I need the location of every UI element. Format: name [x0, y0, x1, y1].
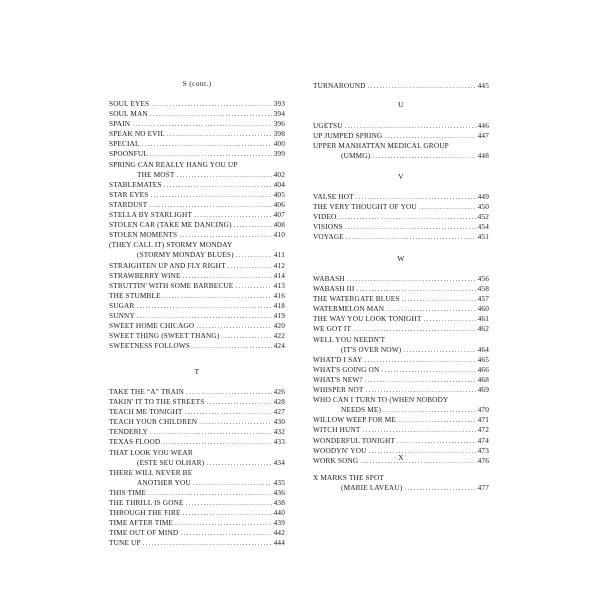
section-s-entries	[109, 99, 285, 351]
entry-page-number: 438	[273, 498, 285, 508]
dot-leader	[192, 341, 272, 351]
entry-page-number: 407	[273, 210, 285, 220]
dot-leader	[368, 81, 476, 91]
dot-leader	[142, 139, 272, 149]
entry-title: WILLOW WEEP FOR ME	[313, 415, 397, 425]
entry-page-number: 466	[477, 364, 489, 374]
entry-page-number: 469	[477, 385, 489, 395]
dot-leader	[194, 210, 272, 220]
dot-leader	[366, 385, 476, 395]
index-entry	[313, 324, 489, 334]
index-entry	[109, 478, 285, 488]
entry-title: UGETSU	[313, 121, 343, 130]
dot-leader	[162, 437, 271, 447]
entry-title: TEACH ME TONIGHT	[109, 407, 183, 417]
index-entry	[109, 508, 285, 518]
entry-page-number: 411	[273, 250, 285, 260]
entry-title: SOUL MAN	[109, 109, 148, 119]
entry-title: STOLEN CAR (TAKE ME DANCING)	[109, 220, 232, 230]
index-entry	[109, 129, 285, 139]
index-entry	[109, 301, 285, 311]
index-entry	[313, 192, 489, 202]
entry-page-number: 393	[273, 99, 285, 108]
entry-title: VALSE HOT	[313, 192, 354, 201]
dot-leader	[402, 294, 476, 304]
entry-page-number: 427	[273, 407, 285, 417]
entry-title: NEEDS ME)	[341, 405, 382, 415]
entry-page-number: 454	[477, 222, 489, 232]
entry-page-number: 396	[273, 119, 285, 129]
section-t-entries	[109, 387, 285, 549]
entry-title: THIS TIME	[109, 487, 147, 497]
dot-leader	[143, 538, 272, 548]
dot-leader	[404, 483, 475, 493]
entry-title: TEACH YOUR CHILDREN	[109, 417, 198, 427]
entry-page-number: 394	[273, 109, 285, 119]
index-entry	[313, 483, 489, 493]
entry-title: (ESTE SEU OLHAR)	[137, 457, 205, 467]
dot-leader	[206, 458, 271, 468]
index-entry	[313, 355, 489, 365]
entry-page-number: 451	[477, 232, 489, 242]
dot-leader	[386, 304, 475, 314]
entry-title: WHAT'S GOING ON	[313, 364, 380, 374]
index-entry	[313, 345, 489, 355]
index-entry	[109, 190, 285, 200]
entry-title: UP JUMPED SPRING	[313, 131, 383, 141]
section-heading-w: W	[397, 254, 405, 263]
index-entry	[109, 488, 285, 498]
entry-title: SOUL EYES	[109, 99, 150, 108]
entry-title: THE WAY YOU LOOK TONIGHT	[313, 314, 422, 324]
entry-title: (IT'S OVER NOW)	[341, 344, 402, 354]
entry-page-number: 420	[273, 321, 285, 331]
index-entry	[109, 397, 285, 407]
entry-page-number: 444	[273, 538, 285, 548]
entry-title: STOLEN MOMENTS	[109, 230, 178, 240]
entry-page-number: 449	[477, 192, 489, 201]
entry-title: THE MOST	[137, 169, 175, 179]
index-entry	[109, 170, 285, 180]
index-entry	[313, 405, 489, 415]
section-heading-u: U	[398, 100, 404, 109]
index-entry	[109, 538, 285, 548]
dot-leader	[228, 261, 272, 271]
section-heading-s-cont: S (cont.)	[182, 79, 212, 88]
entry-page-number: 440	[273, 508, 285, 518]
index-entry	[313, 81, 489, 91]
dot-leader	[136, 301, 271, 311]
dot-leader	[365, 375, 476, 385]
dot-leader	[398, 415, 476, 425]
index-entry	[109, 387, 285, 397]
entry-title: (THEY CALL IT) STORMY MONDAY	[109, 240, 233, 250]
entry-title: SWEETNESS FOLLOWS	[109, 341, 190, 351]
index-entry	[109, 230, 285, 240]
index-entry	[109, 437, 285, 447]
index-entry	[313, 415, 489, 425]
dot-leader	[186, 498, 272, 508]
dot-leader	[347, 274, 476, 284]
dot-leader	[137, 311, 272, 321]
entry-title: SWEET THING (SWEET THANG)	[109, 331, 220, 341]
entry-title: WITCH HUNT	[313, 425, 361, 435]
index-entry	[109, 210, 285, 220]
index-entry	[109, 341, 285, 351]
section-v-entries	[313, 192, 489, 242]
dot-leader	[346, 232, 476, 242]
dot-leader	[383, 405, 476, 415]
entry-page-number: 474	[477, 435, 489, 445]
entry-page-number: 416	[273, 290, 285, 300]
dot-leader	[397, 436, 476, 446]
entry-title: (UMMG)	[341, 151, 371, 161]
entry-page-number: 460	[477, 304, 489, 314]
entry-page-number: 457	[477, 294, 489, 304]
entry-title: VISIONS	[313, 222, 343, 232]
dot-leader	[164, 180, 272, 190]
entry-page-number: 461	[477, 314, 489, 324]
index-entry	[313, 473, 489, 483]
index-entry	[109, 468, 285, 478]
entry-title: WOODYN' YOU	[313, 445, 367, 455]
entry-page-number: 399	[273, 149, 285, 159]
entry-title: WABASH III	[313, 284, 355, 294]
index-entry	[313, 436, 489, 446]
entry-page-number: 465	[477, 354, 489, 364]
dot-leader	[163, 291, 272, 301]
entry-page-number: 418	[273, 300, 285, 310]
entry-title: STRAWBERRY WINE	[109, 270, 181, 280]
entry-page-number: 408	[273, 220, 285, 230]
entry-title: WONDERFUL TONIGHT	[313, 435, 396, 445]
entry-title: THE WATERGATE BLUES	[313, 294, 400, 304]
dot-leader	[193, 478, 272, 488]
entry-page-number: 410	[273, 230, 285, 240]
index-entry	[313, 202, 489, 212]
entry-title: VIDEO	[313, 212, 337, 222]
section-heading-t: T	[194, 367, 200, 376]
index-entry	[313, 425, 489, 435]
dot-leader	[179, 230, 271, 240]
dot-leader	[150, 427, 272, 437]
entry-title: X MARKS THE SPOT	[313, 473, 384, 482]
entry-title: STRAIGHTEN UP AND FLY RIGHT	[109, 260, 226, 270]
dot-leader	[199, 417, 271, 427]
dot-leader	[356, 284, 475, 294]
index-entry	[109, 139, 285, 149]
dot-leader	[176, 170, 271, 180]
entry-page-number: 406	[273, 199, 285, 209]
dot-leader	[345, 121, 476, 131]
dot-leader	[221, 331, 271, 341]
entry-title: VOYAGE	[313, 232, 344, 242]
entry-title: WHAT'D I SAY	[313, 354, 363, 364]
entry-page-number: 471	[477, 415, 489, 425]
dot-leader	[356, 192, 476, 202]
entry-page-number: 477	[477, 483, 489, 493]
entry-title: WABASH	[313, 274, 345, 283]
dot-leader	[372, 151, 475, 161]
entry-title: STARDUST	[109, 199, 148, 209]
dot-leader	[424, 314, 476, 324]
section-u-entries	[313, 121, 489, 161]
entry-page-number: 464	[477, 344, 489, 354]
index-entry	[109, 240, 285, 250]
index-entry	[109, 99, 285, 109]
entry-title: TURNAROUND	[313, 81, 366, 90]
entry-title: THERE WILL NEVER BE	[109, 467, 193, 477]
entry-page-number: 404	[273, 179, 285, 189]
index-entry	[109, 518, 285, 528]
index-entry	[313, 232, 489, 242]
dot-leader	[196, 321, 271, 331]
entry-title: WE GOT IT	[313, 324, 352, 334]
entry-title: THE VERY THOUGHT OF YOU	[313, 202, 417, 212]
dot-leader	[167, 129, 272, 139]
entry-page-number: 458	[477, 284, 489, 294]
index-entry	[313, 304, 489, 314]
dot-leader	[183, 508, 272, 518]
entry-page-number: 445	[477, 81, 489, 90]
index-entry	[109, 109, 285, 119]
dot-leader	[183, 271, 272, 281]
entry-page-number: 456	[477, 274, 489, 283]
index-entry	[313, 151, 489, 161]
dot-leader	[150, 109, 272, 119]
dot-leader	[338, 212, 475, 222]
dot-leader	[206, 397, 271, 407]
dot-leader	[384, 131, 475, 141]
dot-leader	[150, 149, 272, 159]
entry-title: UPPER MANHATTAN MEDICAL GROUP	[313, 141, 449, 151]
entry-page-number: 426	[273, 387, 285, 396]
entry-title: THE THRILL IS GONE	[109, 498, 184, 508]
entry-page-number: 430	[273, 417, 285, 427]
index-entry	[313, 284, 489, 294]
entry-title: SPOONFUL	[109, 149, 148, 159]
entry-page-number: 435	[273, 477, 285, 487]
entry-page-number: 405	[273, 189, 285, 199]
entry-page-number: 448	[477, 151, 489, 161]
entry-page-number: 439	[273, 518, 285, 528]
entry-title: SPECIAL	[109, 139, 140, 149]
dot-leader	[149, 200, 271, 210]
index-entry	[109, 291, 285, 301]
index-entry	[109, 149, 285, 159]
entry-title: TAKE THE “A” TRAIN	[109, 387, 185, 396]
index-entry	[109, 407, 285, 417]
entry-title: SPRING CAN REALLY HANG YOU UP	[109, 159, 238, 169]
entry-page-number: 472	[477, 425, 489, 435]
entry-page-number: 419	[273, 310, 285, 320]
index-entry	[109, 417, 285, 427]
entry-title: WATERMELON MAN	[313, 304, 385, 314]
entry-title: SPEAK NO EVIL	[109, 129, 165, 139]
dot-leader	[234, 220, 272, 230]
entry-page-number: 402	[273, 169, 285, 179]
index-entry	[313, 131, 489, 141]
entry-title: TAKIN' IT TO THE STREETS	[109, 397, 205, 407]
index-entry	[313, 294, 489, 304]
entry-page-number: 436	[273, 487, 285, 497]
index-entry	[313, 385, 489, 395]
index-entry	[313, 375, 489, 385]
entry-page-number: 442	[273, 528, 285, 538]
entry-title: TIME OUT OF MIND	[109, 528, 179, 538]
entry-title: TEXAS FLOOD	[109, 437, 161, 447]
entry-title: STABLEMATES	[109, 179, 162, 189]
index-entry	[109, 281, 285, 291]
entry-page-number: 476	[477, 455, 489, 465]
entry-title: WHAT'S NEW?	[313, 374, 363, 384]
entry-page-number: 450	[477, 202, 489, 212]
dot-leader	[363, 425, 476, 435]
dot-leader	[132, 119, 271, 129]
dot-leader	[186, 387, 272, 397]
entry-page-number: 428	[273, 397, 285, 407]
entry-title: THAT LOOK YOU WEAR	[109, 447, 193, 457]
dot-leader	[150, 190, 271, 200]
index-entry	[313, 121, 489, 131]
index-entry	[109, 311, 285, 321]
index-entry	[109, 200, 285, 210]
dot-leader	[175, 518, 271, 528]
index-entry	[109, 498, 285, 508]
dot-leader	[353, 324, 475, 334]
dot-leader	[151, 99, 271, 109]
entry-page-number: 446	[477, 121, 489, 130]
entry-page-number: 470	[477, 405, 489, 415]
index-entry	[109, 119, 285, 129]
entry-page-number: 400	[273, 139, 285, 149]
index-entry	[109, 321, 285, 331]
index-entry	[109, 261, 285, 271]
index-entry	[313, 314, 489, 324]
dot-leader	[364, 355, 475, 365]
index-entry	[109, 271, 285, 281]
entry-title: WHO CAN I TURN TO (WHEN NOBODY	[313, 395, 449, 405]
index-entry	[109, 528, 285, 538]
entry-page-number: 432	[273, 427, 285, 437]
entry-page-number: 412	[273, 260, 285, 270]
dot-leader	[235, 281, 271, 291]
entry-title: STAR EYES	[109, 189, 149, 199]
entry-title: TUNE UP	[109, 538, 141, 548]
entry-title: SWEET HOME CHICAGO	[109, 321, 195, 331]
entry-title: SUNNY	[109, 310, 135, 320]
entry-title: WHISPER NOT	[313, 385, 364, 395]
entry-page-number: 433	[273, 437, 285, 447]
index-entry	[313, 212, 489, 222]
entry-title: SUGAR	[109, 300, 135, 310]
entry-title: SPAIN	[109, 119, 131, 129]
entry-title: THROUGH THE FIRE	[109, 508, 181, 518]
index-entry	[109, 427, 285, 437]
index-entry	[109, 331, 285, 341]
index-entry	[313, 274, 489, 284]
entry-title: ANOTHER YOU	[137, 477, 191, 487]
entry-title: TENDERLY	[109, 427, 148, 437]
index-entry	[313, 141, 489, 151]
entry-page-number: 414	[273, 270, 285, 280]
entry-page-number: 434	[273, 457, 285, 467]
section-heading-x: X	[398, 453, 404, 462]
dot-leader	[345, 222, 476, 232]
entry-page-number: 413	[273, 280, 285, 290]
section-w-entries	[313, 274, 489, 466]
dot-leader	[419, 202, 476, 212]
entry-title: STRUTTIN' WITH SOME BARBECUE	[109, 280, 234, 290]
entry-page-number: 398	[273, 129, 285, 139]
index-entry	[109, 160, 285, 170]
dot-leader	[180, 528, 271, 538]
index-entry	[109, 180, 285, 190]
entry-title: TIME AFTER TIME	[109, 518, 174, 528]
index-entry	[313, 365, 489, 375]
index-entry	[109, 448, 285, 458]
entry-page-number: 452	[477, 212, 489, 222]
section-x-entries	[313, 473, 489, 493]
index-entry	[313, 395, 489, 405]
index-entry	[109, 250, 285, 260]
index-entry	[313, 335, 489, 345]
entry-page-number: 473	[477, 445, 489, 455]
entry-page-number: 468	[477, 374, 489, 384]
index-entry	[313, 222, 489, 232]
entry-title: STELLA BY STARLIGHT	[109, 210, 193, 220]
entry-page-number: 422	[273, 331, 285, 341]
dot-leader	[236, 250, 272, 260]
entry-title: (MARIE LAVEAU)	[341, 483, 403, 493]
entry-title: (STORMY MONDAY BLUES)	[137, 250, 234, 260]
dot-leader	[381, 365, 475, 375]
index-entry	[109, 220, 285, 230]
entry-title: WORK SONG	[313, 455, 359, 465]
section-t-continued-entries	[313, 81, 489, 91]
dot-leader	[403, 345, 475, 355]
section-heading-v: V	[398, 172, 404, 181]
entry-title: THE STUMBLE	[109, 290, 161, 300]
entry-page-number: 424	[273, 341, 285, 351]
index-entry	[109, 458, 285, 468]
dot-leader	[184, 407, 271, 417]
entry-page-number: 447	[477, 131, 489, 141]
entry-title: WELL YOU NEEDN'T	[313, 334, 386, 344]
dot-leader	[148, 488, 272, 498]
entry-page-number: 462	[477, 324, 489, 334]
